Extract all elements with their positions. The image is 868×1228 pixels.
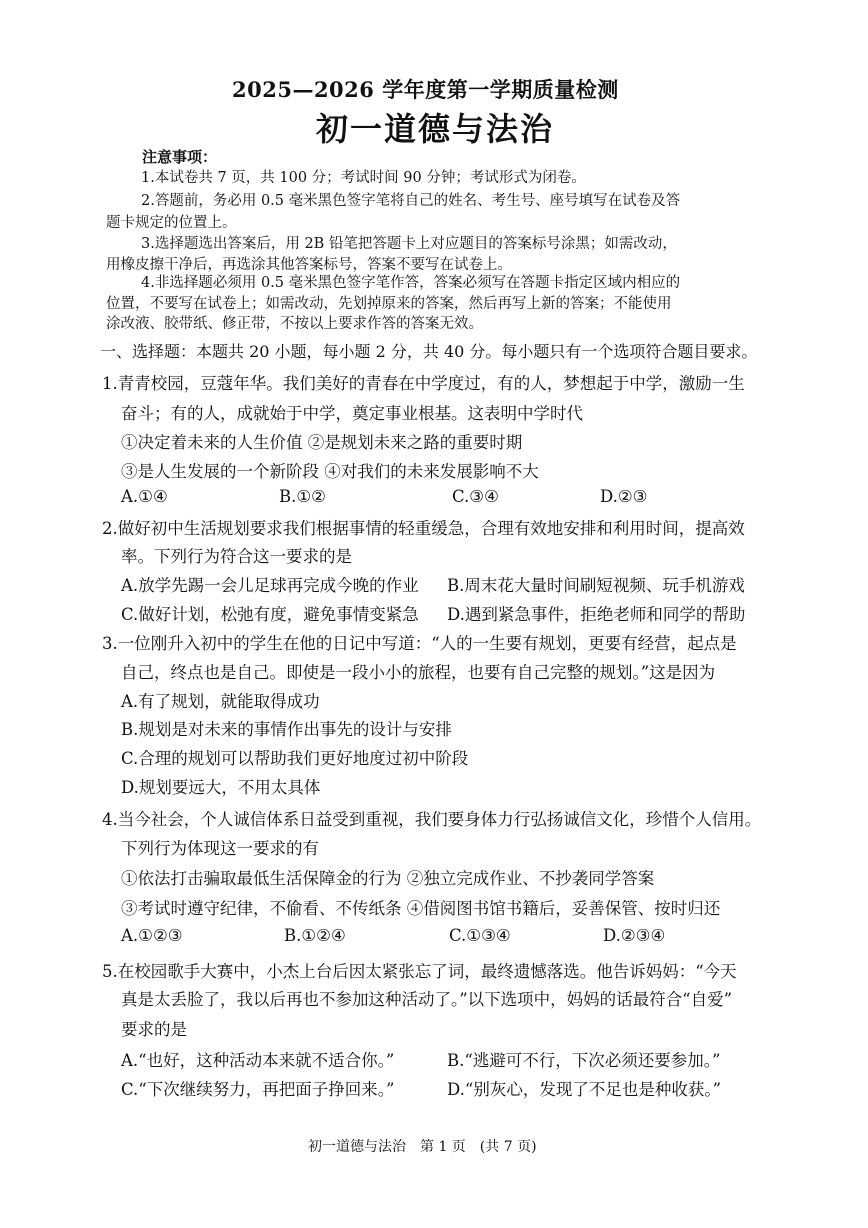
option-c: C.合理的规划可以帮助我们更好地度过初中阶段 (121, 749, 469, 768)
question-stem: 要求的是 (121, 1020, 187, 1039)
option-b: B.①② (279, 487, 326, 506)
exam-title: 2025—2026 学年度第一学期质量检测 (232, 77, 619, 102)
option-b: B.规划是对未来的事情作出事先的设计与安排 (121, 720, 452, 739)
question-stem: 奋斗；有的人，成就始于中学，奠定事业根基。这表明中学时代 (121, 404, 583, 423)
note-line: 1.本试卷共 7 页，共 100 分；考试时间 90 分钟；考试形式为闭卷。 (141, 170, 586, 186)
page-footer: 初一道德与法治 第 1 页 (共 7 页) (308, 1139, 537, 1155)
option-a: A.放学先踢一会儿足球再完成今晚的作业 (121, 576, 419, 595)
option-a: A.有了规划，就能取得成功 (121, 692, 320, 711)
option-d: D.遇到紧急事件，拒绝老师和同学的帮助 (447, 605, 746, 624)
option-d: D.“别灰心，发现了不足也是种收获。” (447, 1080, 722, 1099)
question-stem: 5.在校园歌手大赛中，小杰上台后因太紧张忘了词，最终遗憾落选。他告诉妈妈：“今天 (102, 962, 737, 981)
question-item: ①决定着未来的人生价值 ②是规划未来之路的重要时期 (121, 433, 523, 452)
option-a: A.①④ (121, 487, 168, 506)
option-d: D.②③④ (603, 926, 666, 945)
option-b: B.①②④ (284, 926, 346, 945)
question-stem: 率。下列行为符合这一要求的是 (121, 547, 352, 566)
question-item: ①依法打击骗取最低生活保障金的行为 ②独立完成作业、不抄袭同学答案 (121, 869, 655, 888)
question-stem: 自己，终点也是自己。即使是一段小小的旅程，也要有自己完整的规划。”这是因为 (121, 663, 716, 682)
note-line: 4.非选择题必须用 0.5 毫米黑色签字笔作答，答案必须写在答题卡指定区域内相应的 (141, 275, 681, 291)
note-line: 2.答题前，务必用 0.5 毫米黑色签字笔将自己的姓名、考生号、座号填写在试卷及答 (141, 193, 681, 209)
question-stem: 下列行为体现这一要求的有 (121, 839, 319, 858)
option-d: D.规划要远大，不用太具体 (121, 778, 321, 797)
option-d: D.②③ (600, 487, 648, 506)
notes-heading: 注意事项： (142, 148, 218, 166)
note-line: 用橡皮擦干净后，再选涂其他答案标号，答案不要写在试卷上。 (106, 257, 512, 273)
question-item: ③是人生发展的一个新阶段 ④对我们的未来发展影响不大 (121, 462, 539, 481)
question-item: ③考试时遵守纪律，不偷看、不传纸条 ④借阅图书馆书籍后，妥善保管、按时归还 (121, 899, 721, 918)
section-title: 一、选择题：本题共 20 小题，每小题 2 分，共 40 分。每小题只有一个选项符合题目要求。 (100, 342, 758, 361)
option-c: C.“下次继续努力，再把面子挣回来。” (121, 1080, 395, 1099)
subject-title: 初一道德与法治 (316, 110, 555, 148)
note-line: 3.选择题选出答案后，用 2B 铅笔把答题卡上对应题目的答案标号涂黑；如需改动， (141, 236, 677, 252)
question-stem: 3.一位刚升入初中的学生在他的日记中写道：“人的一生要有规划，更要有经营，起点是 (102, 634, 737, 653)
option-c: C.做好计划，松弛有度，避免事情变紧急 (121, 605, 419, 624)
question-stem: 1.青青校园，豆蔻年华。我们美好的青春在中学度过，有的人，梦想起于中学，激励一生 (102, 374, 745, 393)
option-a: A.①②③ (121, 926, 183, 945)
question-stem: 2.做好初中生活规划要求我们根据事情的轻重缓急，合理有效地安排和利用时间，提高效 (102, 519, 745, 538)
option-b: B.“逃避可不行，下次必须还要参加。” (447, 1051, 721, 1070)
option-c: C.①③④ (449, 926, 511, 945)
note-line: 题卡规定的位置上。 (106, 215, 237, 231)
option-b: B.周末花大量时间刷短视频、玩手机游戏 (447, 576, 745, 595)
question-stem: 4.当今社会，个人诚信体系日益受到重视，我们要身体力行弘扬诚信文化，珍惜个人信用。 (102, 810, 762, 829)
option-a: A.“也好，这种活动本来就不适合你。” (121, 1051, 395, 1070)
option-c: C.③④ (452, 487, 499, 506)
question-stem: 真是太丢脸了，我以后再也不参加这种活动了。”以下选项中，妈妈的话最符合“自爱” (121, 990, 733, 1009)
note-line: 位置，不要写在试卷上；如需改动，先划掉原来的答案，然后再写上新的答案；不能使用 (106, 296, 672, 312)
note-line: 涂改液、胶带纸、修正带，不按以上要求作答的答案无效。 (106, 316, 483, 332)
